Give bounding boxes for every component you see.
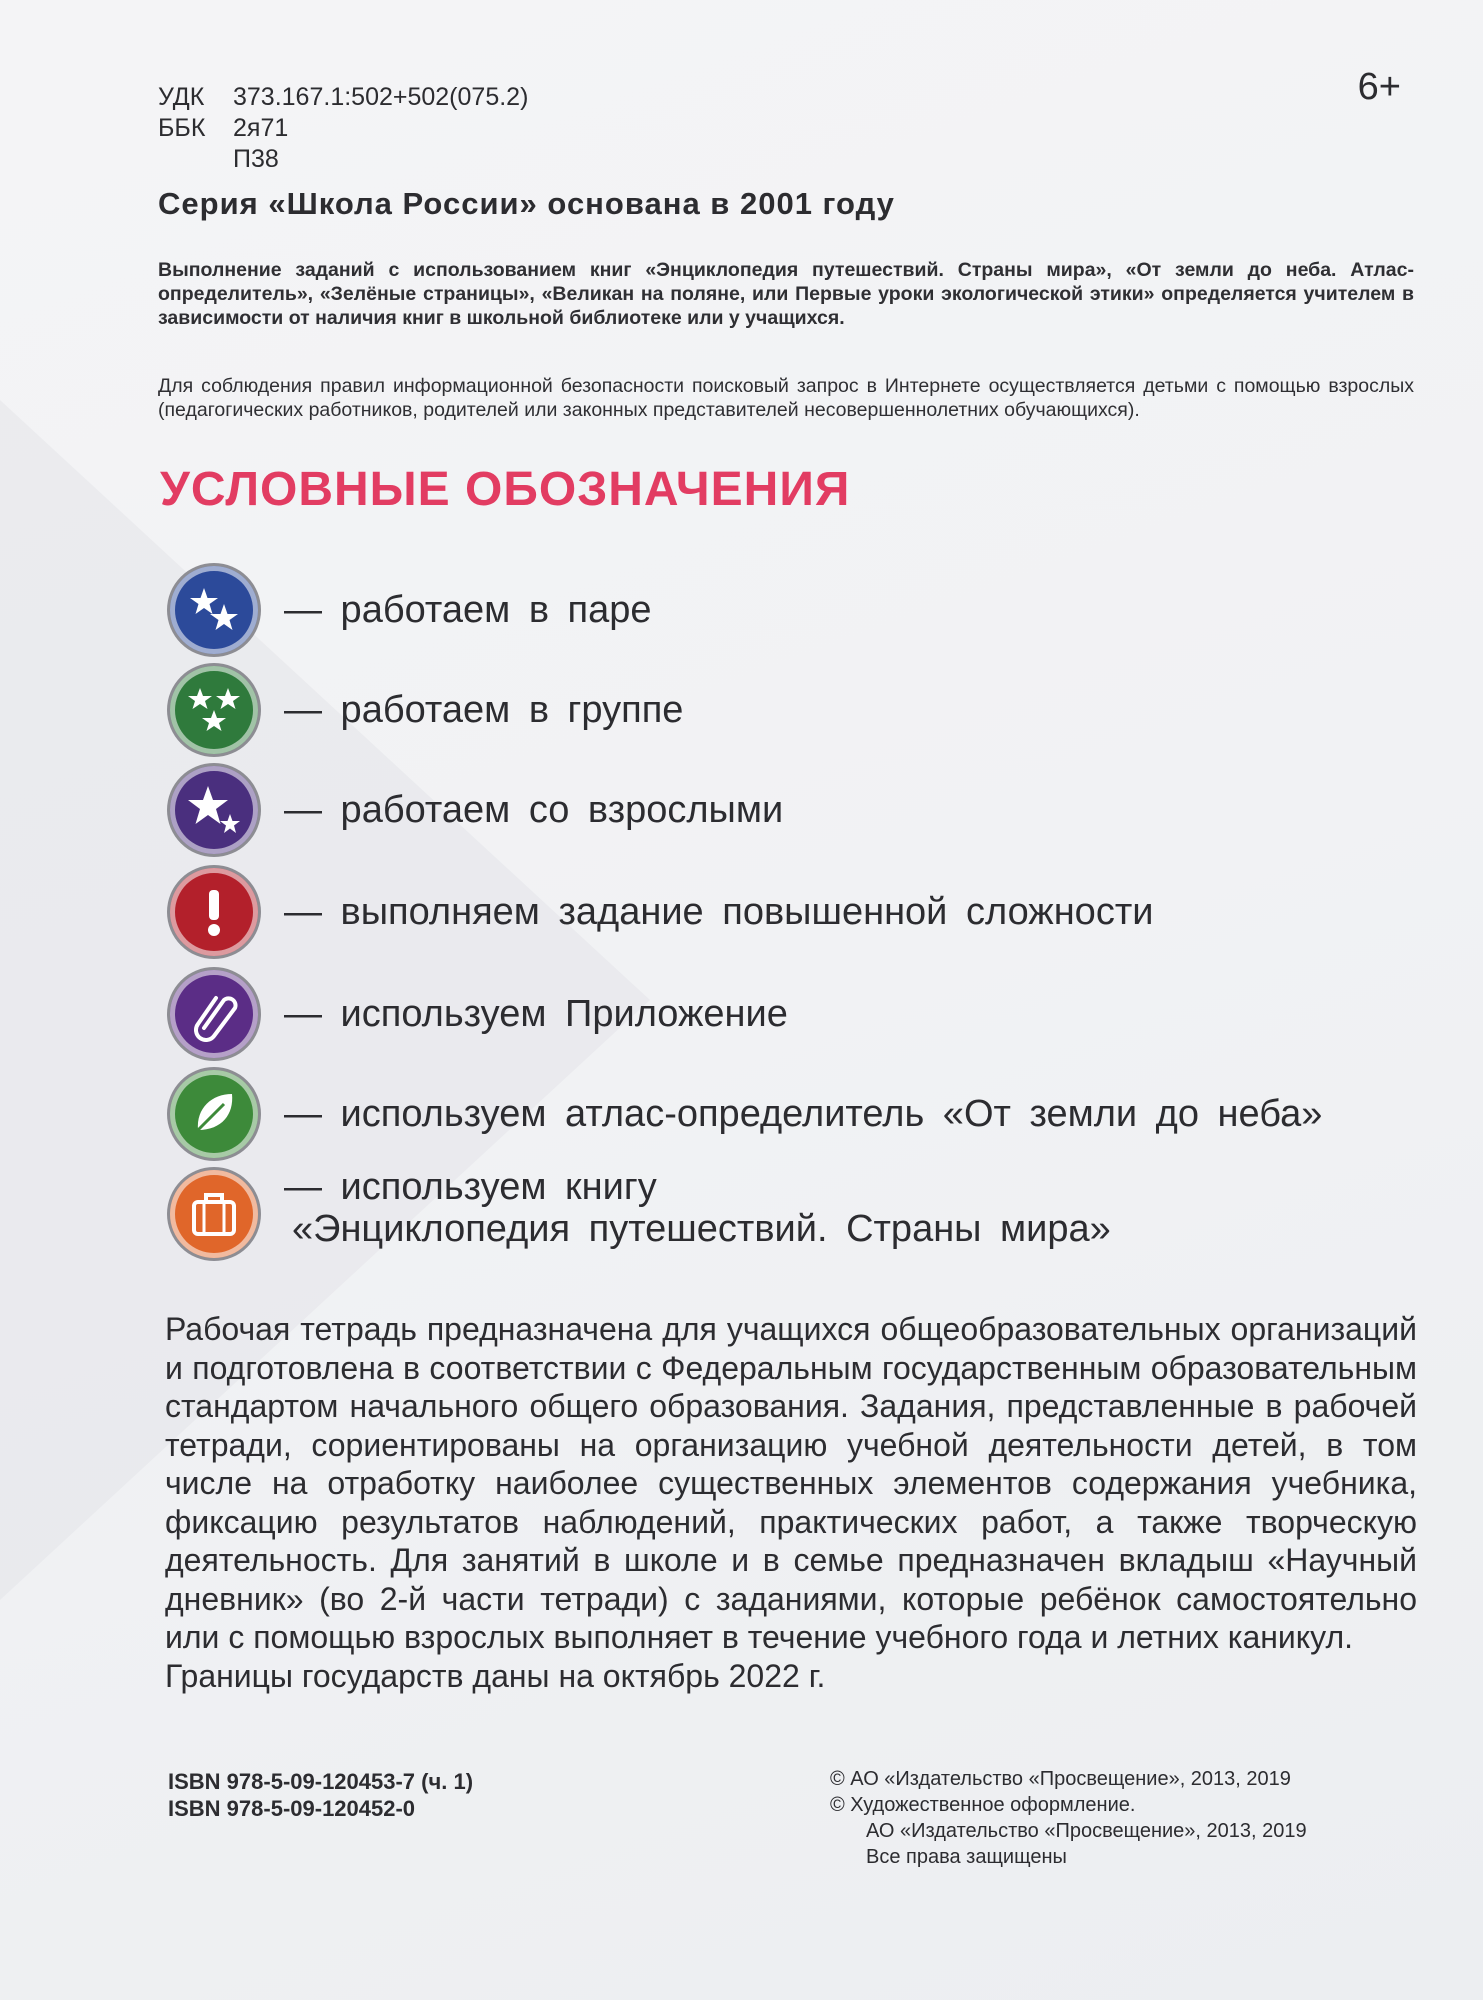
classification-block: [158, 82, 528, 175]
age-rating: 6+: [1357, 66, 1401, 108]
legend-item-group: [170, 666, 683, 754]
copyright-publisher: © АО «Издательство «Просвещение», 2013, 2019: [830, 1768, 1291, 1790]
description-paragraph: Рабочая тетрадь предназначена для учащихся общеобразовательных организаций и подготовлена в соответствии с Федеральным государственным образовательным стандартом начального общего образования. Задания, представленные в рабочей тетради, сориентированы на организацию учебной деятельности детей, в том числе на отработку наиболее существенных элементов содержания учебника, фиксацию результатов наблюдений, практических работ, а также творческую деятельность. Для занятий в школе и в семье предназначен вкладыш «Научный дневник» (во 2-й части тетради) с заданиями, которые ребёнок самостоятельно или с помощью взрослых выполняет в течение учебного года и летних каникул.: [165, 1311, 1417, 1655]
books-note: Выполнение заданий с использованием книг «Энциклопедия путешествий. Страны мира», «От земли до неба. Атлас-определитель», «Зелёные страницы», «Великан на поляне, или Первые уроки экологической этики» определяется учителем в зависимости от наличия книг в школьной библиотеке или у учащихся.: [158, 259, 1414, 329]
legend-text-continued: «Энциклопедия путешествий. Страны мира»: [292, 1208, 1111, 1250]
catalog-code: П38: [233, 145, 279, 173]
leaf-icon: [170, 1070, 258, 1158]
legend-item-pair: [170, 566, 652, 654]
legend-text: — работаем в группе: [284, 689, 684, 731]
borders-note: Границы государств даны на октябрь 2022 г.: [165, 1657, 826, 1694]
legend-item-encyclopedia: [170, 1166, 1111, 1258]
legend-text: — выполняем задание повышенной сложности: [284, 891, 1154, 933]
legend-item-appendix: [170, 970, 788, 1058]
exclamation-icon: [170, 868, 258, 956]
legend-item-difficult: [170, 868, 1153, 956]
udk-value: 373.167.1:502+502(075.2): [233, 83, 529, 111]
bbk-value: 2я71: [233, 114, 289, 142]
copyright-design-holder: АО «Издательство «Просвещение», 2013, 2019: [866, 1820, 1307, 1842]
isbn-block: [168, 1768, 473, 1822]
bbk-label: ББК: [158, 114, 206, 142]
workbook-description: [165, 1310, 1417, 1695]
legend-text: — работаем в паре: [284, 589, 652, 631]
legend-text: — работаем со взрослыми: [284, 789, 784, 831]
copyright-block: [830, 1766, 1307, 1870]
udk-label: УДК: [158, 83, 205, 111]
isbn-part1: ISBN 978-5-09-120453-7 (ч. 1): [168, 1769, 474, 1794]
copyright-design: © Художественное оформление.: [830, 1794, 1136, 1816]
safety-note: Для соблюдения правил информационной безопасности поисковый запрос в Интернете осуществляется детьми с помощью взрослых (педагогических работников, родителей или законных представителей несовершеннолетних обучающихся).: [158, 375, 1414, 421]
legend-item-adults: [170, 766, 783, 854]
isbn-set: ISBN 978-5-09-120452-0: [168, 1796, 416, 1821]
legend-text: — используем Приложение: [284, 993, 788, 1035]
two-stars-icon: [170, 566, 258, 654]
legend-title: УСЛОВНЫЕ ОБОЗНАЧЕНИЯ: [160, 463, 851, 516]
legend-text: — используем атлас-определитель «От земли до неба»: [284, 1093, 1323, 1135]
suitcase-icon: [170, 1170, 258, 1258]
rights-reserved: Все права защищены: [866, 1846, 1067, 1868]
legend-text: — используем книгу: [284, 1166, 657, 1208]
big-small-stars-icon: [170, 766, 258, 854]
three-stars-icon: [170, 666, 258, 754]
legend-item-atlas: [170, 1070, 1322, 1158]
paperclip-icon: [170, 970, 258, 1058]
series-line: Серия «Школа России» основана в 2001 году: [158, 186, 895, 221]
